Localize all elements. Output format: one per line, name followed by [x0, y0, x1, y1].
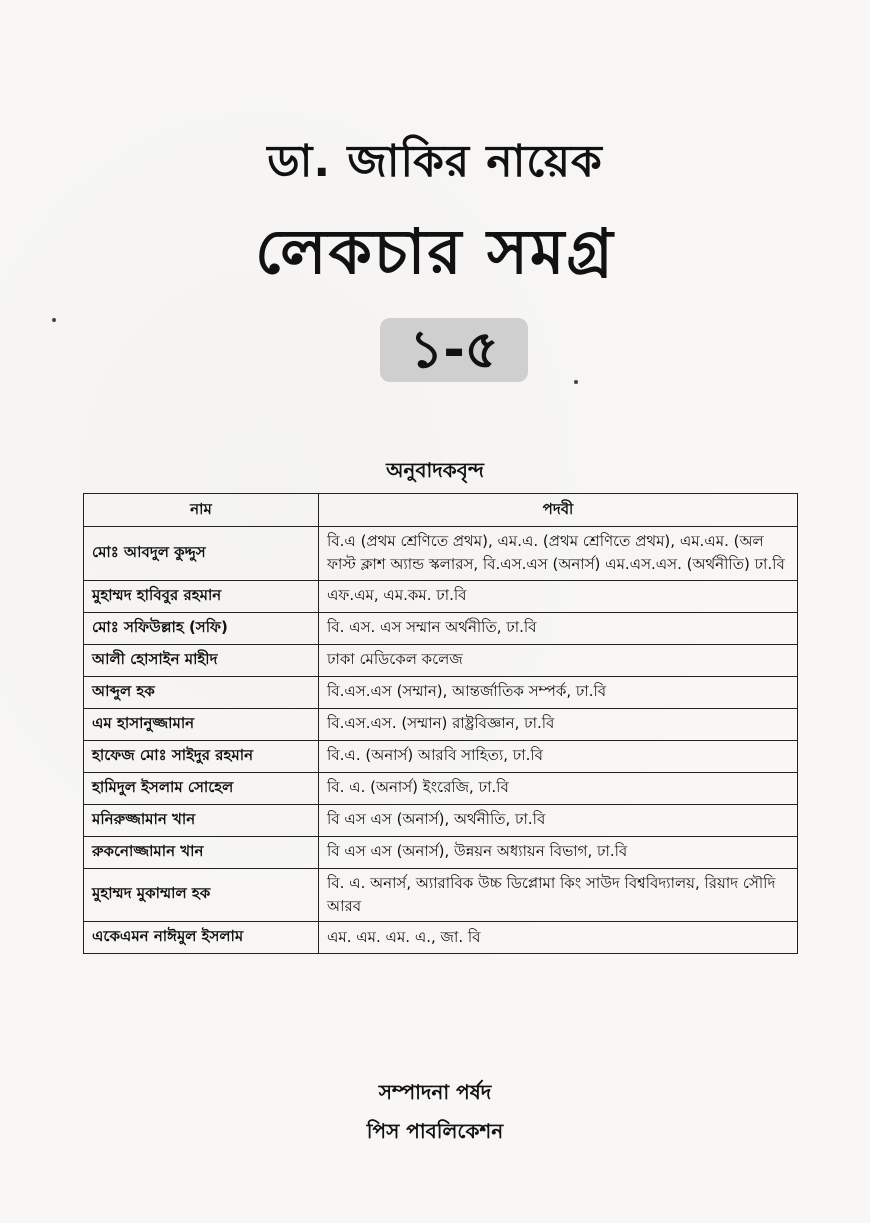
table-row	[84, 772, 798, 804]
translator-degree: বি.এ. (অনার্স) আরবি সাহিত্য, ঢা.বি	[319, 740, 798, 772]
translator-name: মুহাম্মদ মুকাম্মাল হক	[84, 868, 319, 922]
translator-name: হাফেজ মোঃ সাইদুর রহমান	[84, 740, 319, 772]
table-row	[84, 804, 798, 836]
translator-name: মোঃ আবদুল কুদ্দুস	[84, 527, 319, 581]
editorial-board-label: সম্পাদনা পর্ষদ	[378, 1080, 492, 1104]
table-row	[84, 708, 798, 740]
publisher-name: পিস পাবলিকেশন	[366, 1119, 504, 1143]
table-row	[84, 676, 798, 708]
volume-badge: ১-৫	[380, 318, 528, 382]
translator-name: হামিদুল ইসলাম সোহেল	[84, 772, 319, 804]
translator-degree: বি. এ. (অনার্স) ইংরেজি, ঢা.বি	[319, 772, 798, 804]
author-name: ডা. জাকির নায়েক	[267, 136, 603, 187]
translator-degree: বি এস এস (অনার্স), অর্থনীতি, ঢা.বি	[319, 804, 798, 836]
table-row	[84, 580, 798, 612]
table-row	[84, 868, 798, 922]
translator-name: এম হাসানুজ্জামান	[84, 708, 319, 740]
translator-name: মুহাম্মদ হাবিবুর রহমান	[84, 580, 319, 612]
book-title: লেকচার সমগ্র	[255, 215, 615, 288]
translator-degree: বি.এস.এস. (সম্মান) রাষ্ট্রবিজ্ঞান, ঢা.বি	[319, 708, 798, 740]
translator-name: মোঃ সফিউল্লাহ (সফি)	[84, 612, 319, 644]
translator-name: রুকনোজ্জামান খান	[84, 836, 319, 868]
column-header-name: নাম	[84, 494, 319, 527]
table-row	[84, 527, 798, 581]
speck-mark	[52, 318, 56, 322]
translator-degree: বি.এস.এস (সম্মান), আন্তর্জাতিক সম্পর্ক, ঢা.বি	[319, 676, 798, 708]
translator-degree: বি. এস. এস সম্মান অর্থনীতি, ঢা.বি	[319, 612, 798, 644]
translator-name: একেএমন নাঈমুল ইসলাম	[84, 922, 319, 954]
translator-degree: বি. এ. অনার্স, অ্যারাবিক উচ্চ ডিপ্লোমা কিং সাউদ বিশ্ববিদ্যালয়, রিয়াদ সৌদি আরব	[319, 868, 798, 922]
translator-name: মনিরুজ্জামান খান	[84, 804, 319, 836]
table-row	[84, 740, 798, 772]
table-row	[84, 644, 798, 676]
table-row	[84, 836, 798, 868]
translator-degree: এফ.এম, এম.কম. ঢা.বি	[319, 580, 798, 612]
table-row	[84, 612, 798, 644]
column-header-degree: পদবী	[319, 494, 798, 527]
translator-degree: ঢাকা মেডিকেল কলেজ	[319, 644, 798, 676]
translator-degree: এম. এম. এম. এ., জা. বি	[319, 922, 798, 954]
translators-table	[83, 493, 798, 954]
translator-name: আব্দুল হক	[84, 676, 319, 708]
translator-name: আলী হোসাইন মাহীদ	[84, 644, 319, 676]
translator-degree: বি এস এস (অনার্স), উন্নয়ন অধ্যায়ন বিভাগ, ঢা.বি	[319, 836, 798, 868]
translator-degree: বি.এ (প্রথম শ্রেণিতে প্রথম), এম.এ. (প্রথম শ্রেণিতে প্রথম), এম.এম. (অল ফাস্ট ক্লাশ অ্যান্ড স্কলারস, বি.এস.এস (অনার্স) এম.এস.এস. (অর্থনীতি) ঢা.বি	[319, 527, 798, 581]
table-row	[84, 922, 798, 954]
speck-mark	[574, 380, 578, 384]
translators-heading: অনুবাদকবৃন্দ	[386, 458, 484, 482]
table-header-row	[84, 494, 798, 527]
